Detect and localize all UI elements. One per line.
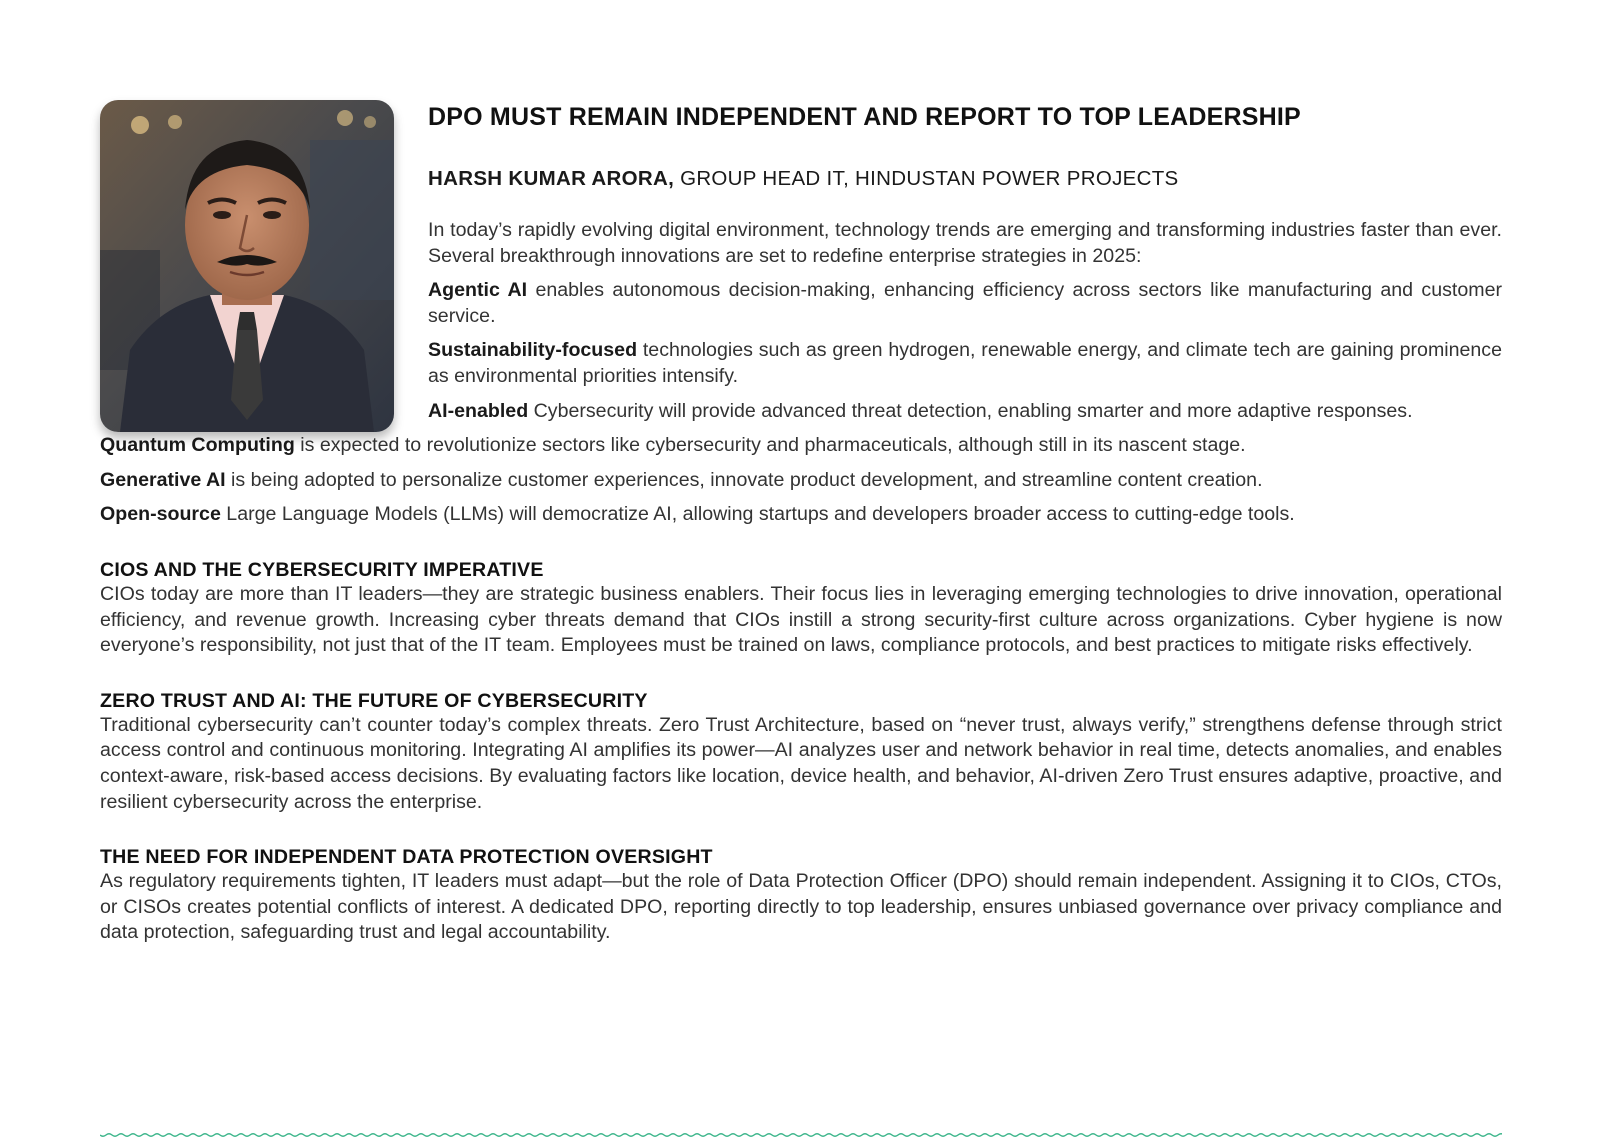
section-cios [100,558,1502,659]
trend-text: enables autonomous decision-making, enhancing efficiency across sectors like manufacturing and customer service. [428,279,1502,327]
article [100,100,1502,946]
trend-paragraph [100,502,1502,528]
intro-paragraph: In today’s rapidly evolving digital environment, technology trends are emerging and transforming industries faster than ever. Several breakthrough innovations are set to redefine enterprise strategies in 2025: [428,219,1502,267]
trend-text: Large Language Models (LLMs) will democratize AI, allowing startups and developers broader access to cutting-edge tools. [220,503,1295,526]
section-text: Traditional cybersecurity can’t counter today’s complex threats. Zero Trust Architecture, based on “never trust, always verify,” strengthens defense through strict access control and continuous monitoring. Integrating AI amplifies its power—AI analyzes user and network behavior in real time, detects anomalies, and enables context-aware, risk-based access decisions. By evaluating factors like location, device health, and behavior, AI-driven Zero Trust ensures adaptive, proactive, and resilient cybersecurity across the enterprise. [100,713,1502,813]
trend-paragraph [428,338,1502,389]
byline [428,166,1502,192]
trend-text: is being adopted to personalize customer experiences, innovate product development, and streamline content creation. [225,468,1263,491]
trend-text: is expected to revolutionize sectors like cybersecurity and pharmaceuticals, although still in its nascent stage. [294,434,1246,457]
section-text: CIOs today are more than IT leaders—they are strategic business enablers. Their focus lies in leveraging emerging technologies to drive innovation, operational efficiency, and revenue growth. Increasing cyber threats demand that CIOs instill a strong security-first culture across organizations. Cyber hygiene is now everyone’s responsibility, not just that of the IT team. Employees must be trained on laws, compliance protocols, and best practices to mitigate risks effectively. [100,582,1502,657]
author-role: GROUP HEAD IT, HINDUSTAN POWER PROJECTS [674,167,1179,190]
trend-term: AI-enabled [428,399,529,422]
section-zero-trust [100,689,1502,815]
trend-term: Generative AI [100,468,226,491]
trend-term: Agentic AI [428,279,528,302]
section-title: ZERO TRUST AND AI: THE FUTURE OF CYBERSECURITY [100,689,648,712]
footer-wave-divider [100,1132,1502,1138]
author-photo [100,100,394,432]
trend-paragraph [100,433,1502,459]
header-block [428,100,1502,424]
section-dpo-oversight [100,845,1502,946]
trend-paragraph [100,468,1502,494]
section-text: As regulatory requirements tighten, IT leaders must adapt—but the role of Data Protection Officer (DPO) should remain independent. Assigning it to CIOs, CTOs, or CISOs creates potential conflicts of interest. A dedicated DPO, reporting directly to top leadership, ensures unbiased governance over privacy compliance and data protection, safeguarding trust and legal accountability. [100,870,1502,944]
trend-paragraph [428,399,1502,425]
section-title: THE NEED FOR INDEPENDENT DATA PROTECTION OVERSIGHT [100,846,713,869]
trend-text: technologies such as green hydrogen, renewable energy, and climate tech are gaining prominence as environmental priorities intensify. [428,339,1502,387]
trend-term: Sustainability-focused [428,339,638,362]
trend-paragraph [428,278,1502,329]
author-name: HARSH KUMAR ARORA, [428,167,675,190]
trend-text: Cybersecurity will provide advanced threat detection, enabling smarter and more adaptive responses. [528,399,1413,422]
section-title: CIOS AND THE CYBERSECURITY IMPERATIVE [100,558,544,581]
trend-term: Quantum Computing [100,434,295,457]
article-title: DPO MUST REMAIN INDEPENDENT AND REPORT TO TOP LEADERSHIP [428,103,1301,131]
trend-term: Open-source [100,503,221,526]
